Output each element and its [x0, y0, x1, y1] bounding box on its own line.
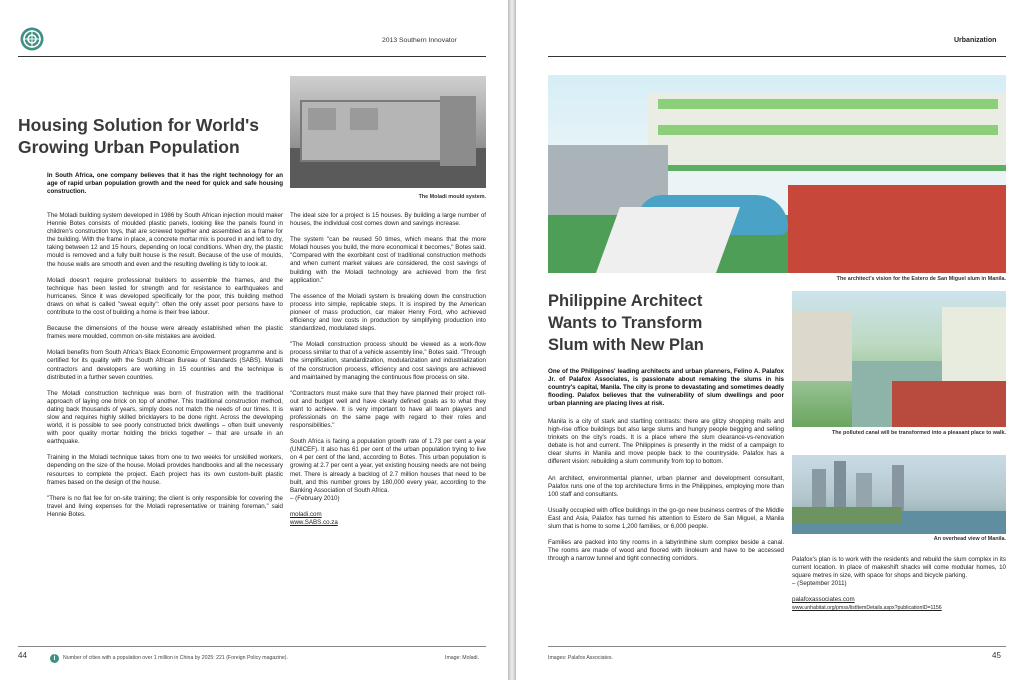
moladi-photo	[290, 76, 486, 188]
estero-rendering	[548, 75, 1006, 273]
header-rule-right	[548, 56, 1006, 57]
intro-paragraph: In South Africa, one company believes that it has the right technology for an age of rapid urban population growth and the need for quick and safe housing construction.	[47, 172, 283, 196]
right-page	[516, 0, 1024, 680]
info-icon: i	[50, 654, 59, 663]
page-number-left: 44	[18, 651, 27, 660]
link-palafox[interactable]: palafoxassociates.com	[792, 596, 855, 604]
article-column-2: The ideal size for a project is 15 houses. By building a large number of houses, the individual cost comes down and savings increase. The system "can be reused 50 times, which means that the more Moladi houses you build, the more economical it becomes," Botes said. "Compared with the exorbitant cost of traditional construction methods and when current market values are considered, the cost savings of building with the Moladi technology are achieved from the first application." The essence of the Moladi system is breaking down the construction process into simple, replicable steps. It is inspired by the American pioneer of mass production, car maker Henry Ford, who achieved efficiency and low costs in production by simplifying production into standardized, modulated steps. "The Moladi construction process should be viewed as a work-flow process similar to that of a vehicle assembly line," Botes said. "Through the simplification, standardization, modularization and industrialization of the construction process, efficiency and cost savings are achieved and maintained by managing the continuous flow process on site. "Contractors must make sure that they have planned their project roll-out and budget well and have clearly defined goals as to what they want to achieve. It is very important to have all team players and professionals on the same page with regard to their roles and responsibilities." South Africa is facing a population growth rate of 1.73 per cent a year (UNICEF). It also has 61 per cent of the urban population trying to live on 4 per cent of the land, according to Botes. This urban population is growing at 2.7 per cent a year, yet existing housing needs are not being met. There is already a backlog of 2.7 million houses that need to be built, and this number grows by 180,000 every year, according to the Banking Association of South Africa. – (February 2010) moladi.com www.SABS.co.za	[290, 212, 486, 526]
link-moladi[interactable]: moladi.com	[290, 510, 322, 518]
canal-photo	[792, 291, 1006, 427]
footer-rule	[18, 646, 486, 647]
headline-right-line-1: Philippine Architect	[548, 292, 703, 310]
page-gutter	[508, 0, 516, 680]
section-label: Urbanization	[954, 37, 997, 44]
logo-icon	[20, 27, 44, 51]
page-number-right: 45	[992, 651, 1001, 660]
right-article-column-2: Palafox's plan is to work with the residents and rebuild the slum complex in its current location. In place of makeshift shacks will come modular homes, 10 square metres in size, with space for shops and bicycle parking. – (September 2011) palafoxassociates.com www.unhabitat.org/pmss/listItemDetails.aspx?publicationID=1156	[792, 556, 1006, 612]
right-article-column-1: Manila is a city of stark and startling contrasts: there are glitzy shopping malls and high-rise office buildings but also large slums and hungry people begging and selling trinkets on the city's roads. It is a place where the slum clearance-vs-renovation debate is hot and current. The Philippines is presently in the midst of a campaign to clear slums in Manila and move people back to the countryside. Palafox has a different vision: rebuilding a slum community from top to bottom. An architect, environmental planner, urban planner and development consultant, Palafox runs one of the top architecture firms in the Philippines, employing more than 100 staff and consultants. Usually occupied with office buildings in the go-go new business centres of the Middle East and Asia, Palafox has turned his attention to Estero de San Miguel, a Manila slum that is home to some 1,200 families, or 6,000 people. Families are packed into tiny rooms in a labyrinthine slum complex beside a canal. The rooms are made of wood and floored with linoleum and have to be accessed through a narrow tunnel and tight connecting corridors.	[548, 418, 784, 563]
manila-aerial-photo	[792, 455, 1006, 534]
page-header: 2013 Southern Innovator	[382, 37, 457, 44]
left-page	[0, 0, 508, 680]
headline-line-1: Housing Solution for World's	[18, 115, 260, 135]
main-photo-caption: The architect's vision for the Estero de San Miguel slum in Manila.	[836, 276, 1006, 282]
footer-rule-right	[548, 646, 1006, 647]
canal-caption: The polluted canal will be transformed into a pleasant place to walk.	[831, 430, 1006, 436]
link-unhabitat[interactable]: www.unhabitat.org/pmss/listItemDetails.aspx?publicationID=1156	[792, 605, 942, 612]
aerial-caption: An overhead view of Manila.	[933, 536, 1006, 542]
headline-right-line-2: Wants to Transform	[548, 314, 703, 332]
image-credit-left: Image: Moladi.	[445, 655, 480, 661]
headline-right-line-3: Slum with New Plan	[548, 336, 704, 354]
photo-caption: The Moladi mould system.	[418, 194, 486, 200]
headline-line-2: Growing Urban Population	[18, 137, 240, 157]
article-column-1: The Moladi building system developed in 1986 by South African injection mould maker Hennie Botes consists of moulded plastic panels, looking like the panels found in children's construction toys, that are screwed together and assembled as a frame for the building. With the frame in place, a concrete mortar mix is poured in and left to dry, taking between 12 and 15 hours, depending on local conditions. When dry, the plastic mould is removed and a fully built house is the result. Because of the use of moulds, the house walls are smooth and even and the resulting dwelling is tidy to look at. Moladi doesn't require professional builders to assemble the frames, and the technique has been tested for strength and for resistance to earthquakes and hurricanes. Since it was developed specifically for the poor, this building method draws on what is called "sweat equity": often the only asset poor persons have to contribute to the cost of building a home is their free labour. Because the dimensions of the house were already established when the plastic frames were moulded, common on-site mistakes are avoided. Moladi benefits from South Africa's Black Economic Empowerment programme and is certified for its quality with the South African Bureau of Standards (SABS). Moladi contractors and developers are working in 15 countries and the technique is distributed in a further seven countries. The Moladi construction technique was born of frustration with the traditional approach of laying one brick on top of another. This traditional construction method, dating back thousands of years, simply does not match the needs of our times. It is slow and requires highly skilled bricklayers to be done right. Across the developing world, it is possible to see poorly constructed brick dwellings – often built unevenly with poor quality mortar holding the bricks together – that are unsafe in an earthquake. Training in the Moladi technique takes from one to two weeks for unskilled workers, depending on the size of the house. Moladi provides handbooks and all the necessary resources to complete the project. Each project has its own custom-built plastic frames based on the design of the house. "There is no flat fee for on-site training; the client is only responsible for covering the travel and living expenses for the Moladi representative or training foreman," said Hennie Botes.	[47, 212, 283, 518]
right-intro-paragraph: One of the Philippines' leading architects and urban planners, Felino A. Palafox Jr. of Palafox Associates, is passionate about remaking the slums in his country's capital, Manila. The city is prone to devastating and sometimes deadly flooding. Palafox believes that the vulnerability of slum dwellings and poor urban planning are placing lives at risk.	[548, 368, 784, 408]
image-credit-right: Images: Palafox Associates.	[548, 655, 613, 661]
link-sabs[interactable]: www.SABS.co.za	[290, 519, 338, 526]
header-rule	[18, 56, 486, 57]
footer-note: Number of cities with a population over 1 million in China by 2025: 221 (Foreign Policy magazine).	[63, 655, 288, 661]
